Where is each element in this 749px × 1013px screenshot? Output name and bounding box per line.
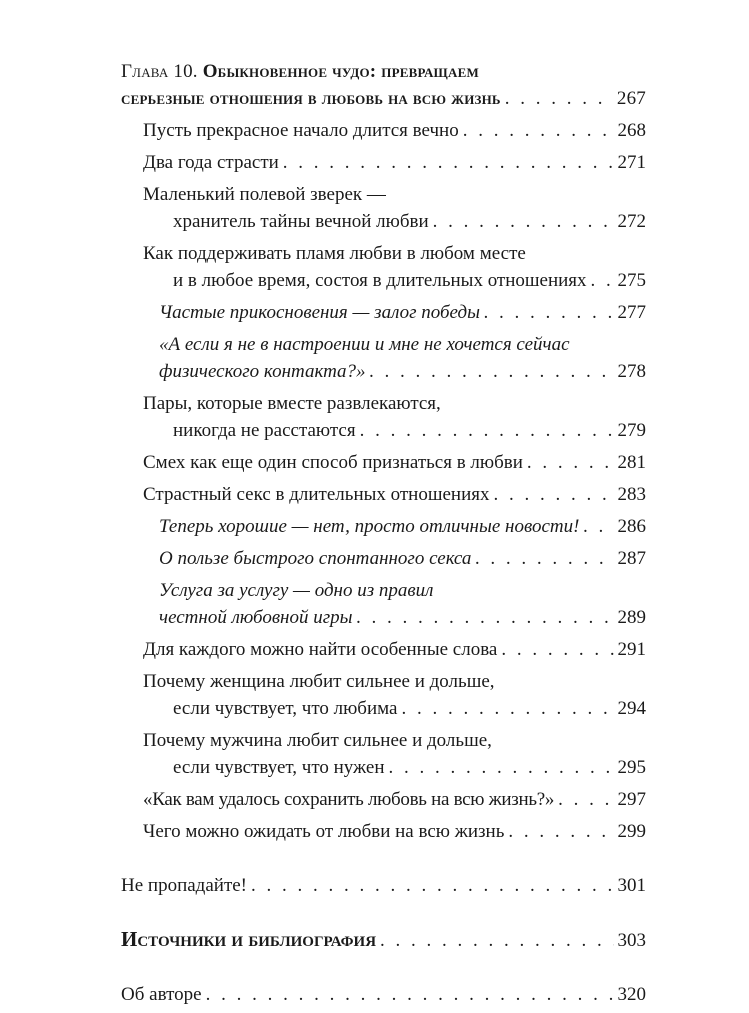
toc-entry — [121, 636, 646, 663]
entry-title: О пользе быстрого спонтанного секса — [159, 548, 472, 569]
page-number: 286 — [617, 516, 646, 537]
page-number: 281 — [617, 452, 646, 473]
dot-leader — [360, 417, 614, 444]
toc-entry — [121, 786, 646, 813]
entry-title-line2: честной любовной игры — [159, 607, 353, 628]
entry-title-line2: и в любое время, состоя в длительных отношениях — [173, 270, 587, 291]
dot-leader — [558, 786, 613, 813]
entry-title-line1: Маленький полевой зверек — — [143, 184, 386, 205]
toc-subentry — [121, 545, 646, 572]
toc-subentry — [121, 331, 646, 385]
dot-leader — [505, 85, 613, 112]
dot-leader — [493, 481, 613, 508]
chapter-title-line1: Обыкновенное чудо: превращаем — [202, 61, 479, 82]
page-number: 283 — [617, 484, 646, 505]
dot-leader — [463, 117, 614, 144]
dot-leader — [380, 927, 613, 954]
entry-title-line1: Как поддерживать пламя любви в любом месте — [143, 243, 526, 264]
dot-leader — [527, 449, 614, 476]
dot-leader — [583, 513, 613, 540]
page-number: 275 — [617, 270, 646, 291]
dot-leader — [433, 208, 614, 235]
toc-entry — [121, 149, 646, 176]
entry-title-line2: если чувствует, что нужен — [173, 757, 385, 778]
dot-leader — [475, 545, 613, 572]
page-number: 279 — [617, 420, 646, 441]
entry-title-line1: Пары, которые вместе развлекаются, — [143, 393, 441, 414]
dot-leader — [501, 636, 613, 663]
entry-title-line2: физического контакта?» — [159, 361, 366, 382]
chapter-heading — [121, 58, 646, 112]
toc-entry — [121, 481, 646, 508]
toc-entry — [121, 668, 646, 722]
toc-entry-back — [121, 872, 646, 899]
entry-title: Чего можно ожидать от любви на всю жизнь — [143, 821, 505, 842]
entry-title: Источники и библиография — [121, 927, 377, 951]
entry-title-line2: никогда не расстаются — [173, 420, 356, 441]
page-number: 287 — [617, 548, 646, 569]
toc-subentry — [121, 577, 646, 631]
dot-leader — [283, 149, 614, 176]
page-number: 299 — [617, 821, 646, 842]
page-number: 278 — [617, 361, 646, 382]
entry-title: Страстный секс в длительных отношениях — [143, 484, 490, 505]
dot-leader — [508, 818, 613, 845]
entry-title-line2: если чувствует, что любима — [173, 698, 398, 719]
entry-title: «Как вам удалось сохранить любовь на всю жизнь?» — [143, 789, 555, 810]
page-number: 289 — [617, 607, 646, 628]
entry-title: Теперь хорошие — нет, просто отличные новости! — [159, 516, 580, 537]
toc-entry — [121, 181, 646, 235]
dot-leader — [357, 604, 614, 631]
entry-title: Не пропадайте! — [121, 875, 248, 896]
page-number: 272 — [617, 211, 646, 232]
toc-entry — [121, 240, 646, 294]
chapter-label: Глава 10. — [121, 61, 198, 82]
dot-leader — [591, 267, 614, 294]
entry-title: Об авторе — [121, 984, 202, 1005]
page-number: 320 — [617, 984, 646, 1005]
dot-leader — [206, 981, 614, 1008]
page-number: 294 — [617, 698, 646, 719]
entry-title-line2: хранитель тайны вечной любви — [173, 211, 429, 232]
entry-title-line1: Почему мужчина любит сильнее и дольше, — [143, 730, 492, 751]
page-number: 277 — [617, 302, 646, 323]
toc-subentry — [121, 299, 646, 326]
entry-title-line1: Услуга за услугу — одно из правил — [159, 580, 434, 601]
entry-title: Смех как еще один способ признаться в любви — [143, 452, 523, 473]
toc-entry — [121, 117, 646, 144]
page-number: 301 — [617, 875, 646, 896]
entry-title-line1: «А если я не в настроении и мне не хочется сейчас — [159, 334, 570, 355]
toc-entry — [121, 390, 646, 444]
page-number: 271 — [617, 152, 646, 173]
dot-leader — [484, 299, 614, 326]
entry-title-line1: Почему женщина любит сильнее и дольше, — [143, 671, 495, 692]
page-number: 267 — [616, 88, 646, 109]
toc-entry — [121, 727, 646, 781]
chapter-title-line2: серьезные отношения в любовь на всю жизнь — [121, 88, 501, 109]
dot-leader — [370, 358, 614, 385]
dot-leader — [251, 872, 613, 899]
dot-leader — [389, 754, 614, 781]
entry-title: Для каждого можно найти особенные слова — [143, 639, 498, 660]
dot-leader — [401, 695, 613, 722]
entry-title: Пусть прекрасное начало длится вечно — [143, 120, 459, 141]
entry-title: Два года страсти — [143, 152, 279, 173]
toc-entry — [121, 449, 646, 476]
page-number: 297 — [617, 789, 646, 810]
entry-title: Частые прикосновения — залог победы — [159, 302, 480, 323]
toc-entry — [121, 818, 646, 845]
toc-entry-author — [121, 981, 646, 1008]
toc-entry-sources — [121, 926, 646, 954]
page-number: 303 — [617, 930, 646, 951]
page-number: 295 — [617, 757, 646, 778]
page-number: 268 — [617, 120, 646, 141]
page-number: 291 — [617, 639, 646, 660]
toc-subentry — [121, 513, 646, 540]
table-of-contents — [121, 58, 646, 1013]
